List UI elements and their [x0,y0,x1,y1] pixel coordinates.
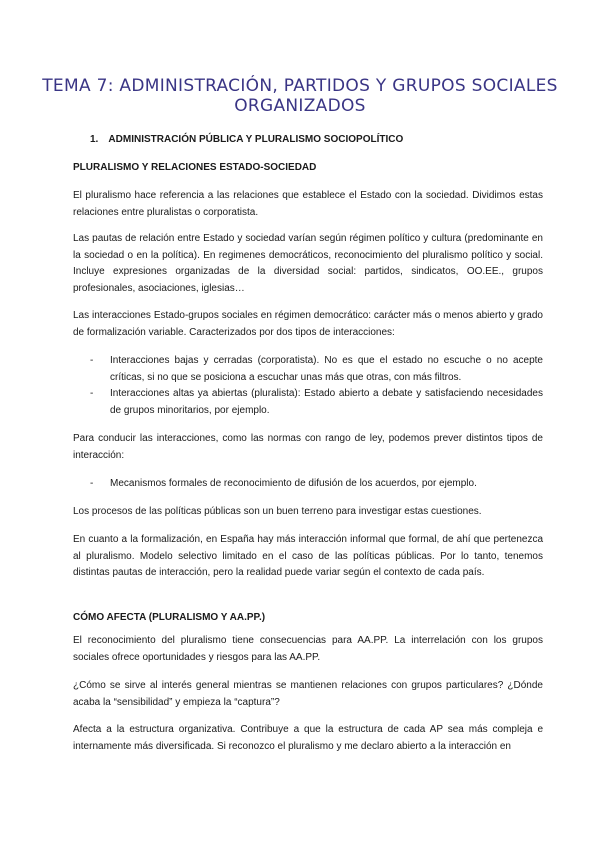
list-item-text: Mecanismos formales de reconocimiento de difusión de los acuerdos, por ejemplo. [110,478,477,489]
list-bullet: - [90,388,94,399]
list-bullet: - [90,355,94,366]
list-item [91,386,543,419]
paragraph-5: Los procesos de las políticas públicas son un buen terreno para investigar estas cuestiones. [73,506,482,517]
list-item-text: Interacciones bajas y cerradas (corporatista). No es que el estado no escuche o no acepte críticas, si no que se posiciona a escuchar unas más que otras, con más filtros. [110,355,543,383]
paragraph-4: Para conducir las interacciones, como las normas con rango de ley, podemos prever distintos tipos de interacción: [73,433,543,461]
paragraph-8: ¿Cómo se sirve al interés general mientras se mantienen relaciones con grupos particulares? ¿Dónde acaba la “sensibilidad” y empieza la “captura”? [73,680,543,708]
section-heading [90,134,403,145]
list-item [91,476,543,493]
list-bullet: - [90,478,94,489]
paragraph-6: En cuanto a la formalización, en España hay más interacción informal que formal, de ahí que pertenezca al pluralismo. Modelo selectivo limitado en el caso de las políticas públicas. Por lo tanto, tenemos distintas pautas de interacción, pero la realidad puede variar según el contexto de cada país. [73,534,543,578]
page-title: TEMA 7: ADMINISTRACIÓN, PARTIDOS Y GRUPOS SOCIALES ORGANIZADOS [42,76,558,116]
list-item [91,353,543,386]
paragraph-1: El pluralismo hace referencia a las relaciones que establece el Estado con la sociedad. Dividimos estas relaciones entre pluralistas o corporatista. [73,190,543,218]
subheading-pluralismo: PLURALISMO Y RELACIONES ESTADO-SOCIEDAD [73,162,317,173]
section-title: ADMINISTRACIÓN PÚBLICA Y PLURALISMO SOCIOPOLÍTICO [108,134,404,145]
subheading-como-afecta: CÓMO AFECTA (PLURALISMO Y AA.PP.) [73,612,266,623]
paragraph-3: Las interacciones Estado-grupos sociales en régimen democrático: carácter más o menos abierto y grado de formalización variable. Caracterizados por dos tipos de interacciones: [73,310,543,338]
section-number: 1. [90,134,99,145]
paragraph-2: Las pautas de relación entre Estado y sociedad varían según régimen político y cultura (predominante en la sociedad o en la política). En regimenes democráticos, reconocimiento del pluralismo político y social. Incluye expresiones organizadas de la diversidad social: partidos, sindicatos, OO.EE., grupos profesionales, asociaciones, iglesias… [73,233,543,294]
paragraph-9: Afecta a la estructura organizativa. Contribuye a que la estructura de cada AP sea más compleja e internamente más diversificada. Si reconozco el pluralismo y me declaro abierto a la interacción en [73,724,543,752]
list-item-text: Interacciones altas ya abiertas (pluralista): Estado abierto a debate y satisfaciendo necesidades de grupos minoritarios, por ejemplo. [110,388,543,416]
paragraph-7: El reconocimiento del pluralismo tiene consecuencias para AA.PP. La interrelación con los grupos sociales ofrece oportunidades y riesgos para las AA.PP. [73,635,543,663]
